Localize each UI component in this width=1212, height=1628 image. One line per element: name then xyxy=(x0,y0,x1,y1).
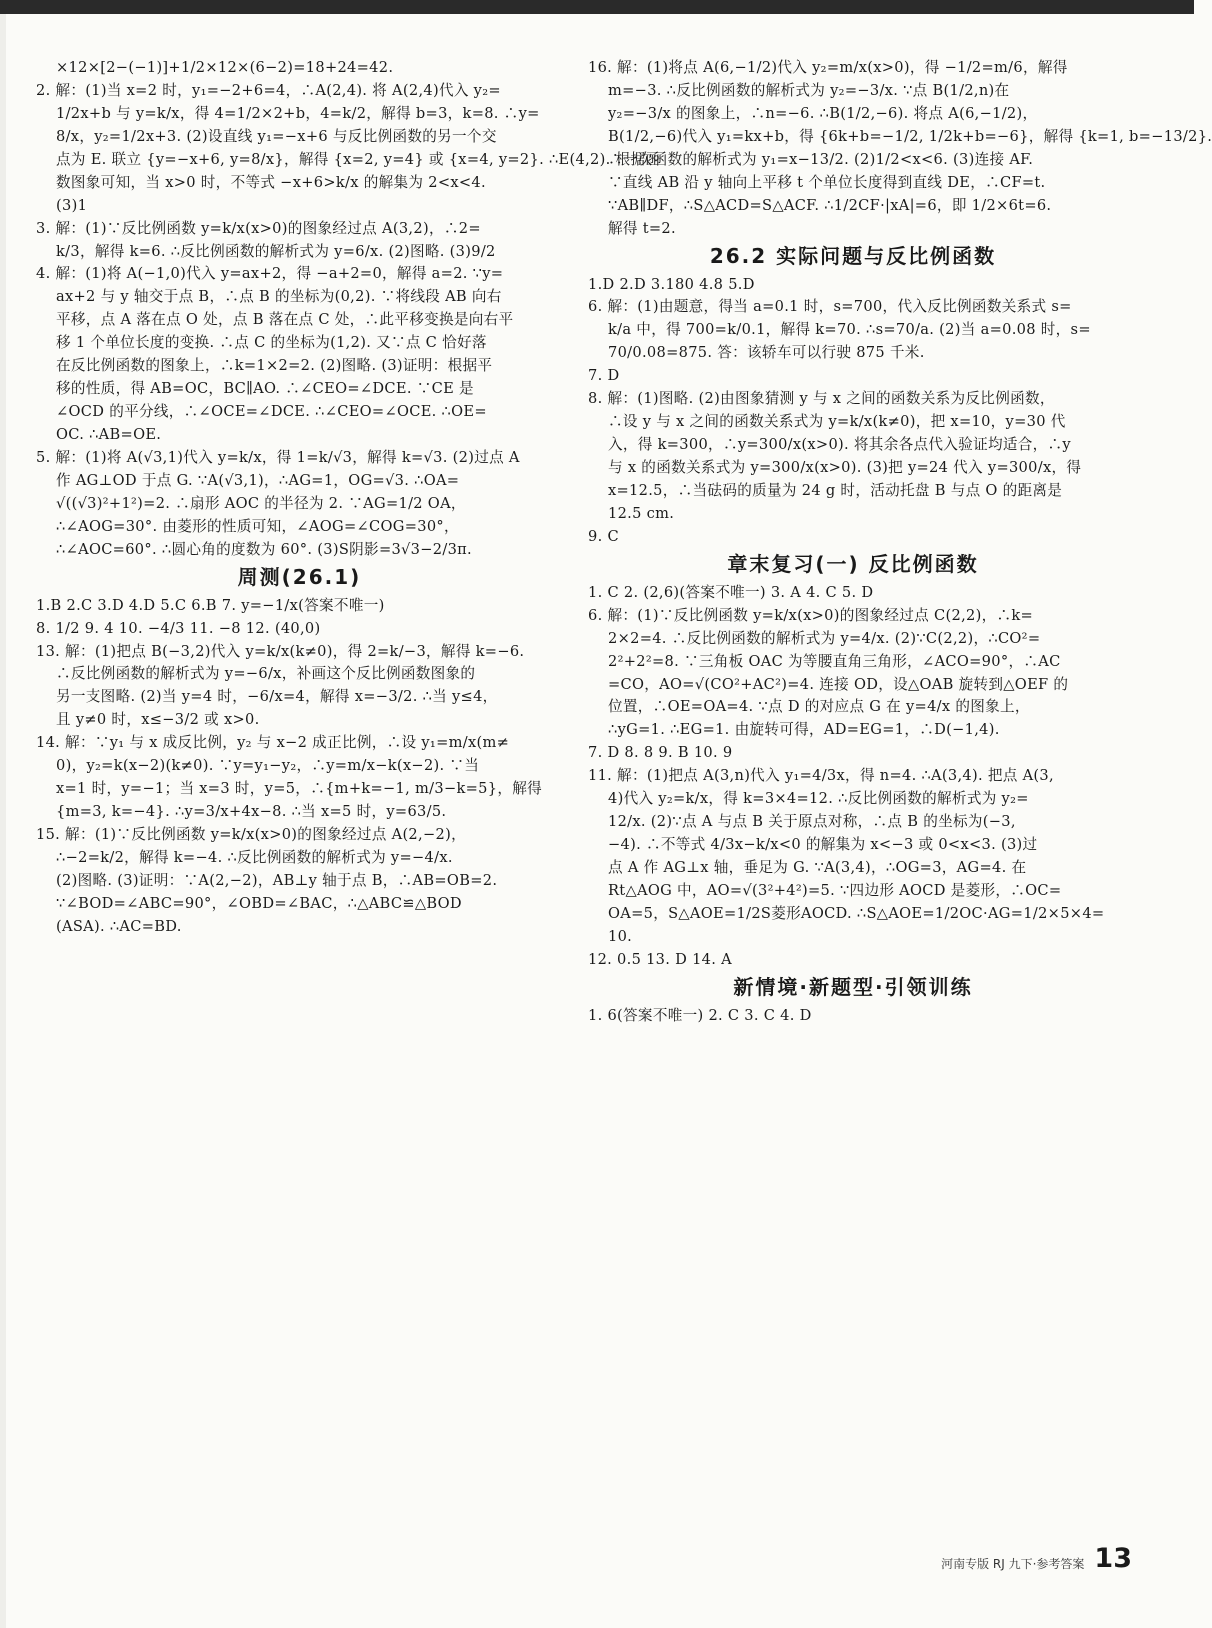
answer-line: ∵直线 AB 沿 y 轴向上平移 t 个单位长度得到直线 DE，∴CF=t. xyxy=(608,173,1046,191)
answer-line: 与 x 的函数关系式为 y=300/x(x>0). (3)把 y=24 代入 y=300/x，得 xyxy=(608,459,1082,476)
answer-line: m=−3. ∴反比例函数的解析式为 y₂=−3/x. ∵点 B(1/2,n)在 xyxy=(608,81,1010,99)
answer-line: 1. 6(答案不唯一) 2. C 3. C 4. D xyxy=(588,1006,812,1024)
answer-line: 13. 解：(1)把点 B(−3,2)代入 y=k/x(k≠0)，得 2=k/−3，解得 k=−6. xyxy=(36,642,525,660)
answer-line: ∴∠AOG=30°. 由菱形的性质可知，∠AOG=∠COG=30°， xyxy=(56,517,459,535)
answer-line: 16. 解：(1)将点 A(6,−1/2)代入 y₂=m/x(x>0)，得 −1/2=m/6，解得 xyxy=(588,59,1068,76)
answer-line: 1.B 2.C 3.D 4.D 5.C 6.B 7. y=−1/x(答案不唯一) xyxy=(36,596,385,614)
answer-line: 在反比例函数的图象上，∴k=1×2=2. (2)图略. (3)证明：根据平 xyxy=(56,357,493,375)
answer-line: 位置，∴OE=OA=4. ∵点 D 的对应点 G 在 y=4/x 的图象上， xyxy=(608,698,1030,716)
answer-line: 解得 t=2. xyxy=(608,219,676,237)
answer-line: 11. 解：(1)把点 A(3,n)代入 y₁=4/3x，得 n=4. ∴A(3,4). 把点 A(3, xyxy=(588,767,1054,785)
answer-line: 6. 解：(1)由题意，得当 a=0.1 时，s=700，代入反比例函数关系式 s= xyxy=(588,298,1072,316)
answer-line: k/3，解得 k=6. ∴反比例函数的解析式为 y=6/x. (2)图略. (3)9/2 xyxy=(56,242,496,260)
answer-line: 2²+2²=8. ∵三角板 OAC 为等腰直角三角形，∠ACO=90°，∴AC xyxy=(608,652,1061,670)
answer-line: 2. 解：(1)当 x=2 时，y₁=−2+6=4，∴A(2,4). 将 A(2,4)代入 y₂= xyxy=(36,81,501,99)
answer-line: ∵AB∥DF，∴S△ACD=S△ACF. ∴1/2CF·|xA|=6，即 1/2×6t=6. xyxy=(608,196,1052,214)
page-number: 13 xyxy=(1094,1543,1132,1574)
section-heading: 26.2 实际问题与反比例函数 xyxy=(709,243,997,268)
answer-line: 2×2=4. ∴反比例函数的解析式为 y=4/x. (2)∵C(2,2)，∴CO²= xyxy=(608,629,1041,647)
answer-line: (2)图略. (3)证明：∵A(2,−2)，AB⊥y 轴于点 B，∴AB=OB=2. xyxy=(56,871,498,889)
answer-line: 12. 0.5 13. D 14. A xyxy=(588,950,732,968)
answer-line: 10. xyxy=(608,927,633,945)
top-edge-bar xyxy=(0,0,1194,14)
answer-line: ∵∠BOD=∠ABC=90°，∠OBD=∠BAC，∴△ABC≌△BOD xyxy=(56,894,462,912)
answer-line: 作 AG⊥OD 于点 G. ∵A(√3,1)，∴AG=1，OG=√3. ∴OA= xyxy=(56,471,460,489)
answer-line: 点 A 作 AG⊥x 轴，垂足为 G. ∵A(3,4)，∴OG=3，AG=4. 在 xyxy=(608,859,1027,876)
page-footer xyxy=(941,1545,1132,1572)
footer-label: 河南专版 RJ 九下·参考答案 xyxy=(941,1557,1085,1571)
answer-line: 4)代入 y₂=k/x，得 k=3×4=12. ∴反比例函数的解析式为 y₂= xyxy=(608,790,1029,808)
answer-line: ∴−2=k/2，解得 k=−4. ∴反比例函数的解析式为 y=−4/x. xyxy=(56,848,453,866)
answer-line: 1/2x+b 与 y=k/x，得 4=1/2×2+b，4=k/2，解得 b=3，k=8. ∴y= xyxy=(56,104,540,122)
answer-line: 7. D 8. 8 9. B 10. 9 xyxy=(588,744,733,762)
answer-line: 平移，点 A 落在点 O 处，点 B 落在点 C 处，∴此平移变换是向右平 xyxy=(56,311,514,329)
answer-line: ∠OCD 的平分线，∴∠OCE=∠DCE. ∴∠CEO=∠OCE. ∴OE= xyxy=(56,403,487,421)
answer-line: 8. 1/2 9. 4 10. −4/3 11. −8 12. (40,0) xyxy=(36,619,321,637)
answer-line: 1.D 2.D 3.180 4.8 5.D xyxy=(588,275,755,293)
answer-line: ax+2 与 y 轴交于点 B，∴点 B 的坐标为(0,2). ∵将线段 AB 向右 xyxy=(56,288,502,306)
answer-line: 12.5 cm. xyxy=(608,504,675,522)
answer-line: B(1/2,−6)代入 y₁=kx+b，得 {6k+b=−1/2, 1/2k+b=−6}，解得 {k=1, b=−13/2}. xyxy=(608,127,1212,145)
answer-line: 9. C xyxy=(588,527,619,545)
section-heading: 周测(26.1) xyxy=(237,564,362,589)
answer-line: 数图象可知，当 x>0 时，不等式 −x+6>k/x 的解集为 2<x<4. xyxy=(56,173,486,191)
answer-line: ∴设 y 与 x 之间的函数关系式为 y=k/x(k≠0)，把 x=10，y=30 代 xyxy=(608,413,1066,431)
answer-line: 移的性质，得 AB=OC，BC∥AO. ∴∠CEO=∠DCE. ∵CE 是 xyxy=(56,380,474,398)
answer-line: ∴yG=1. ∴EG=1. 由旋转可得，AD=EG=1，∴D(−1,4). xyxy=(608,721,1000,739)
section-heading: 章末复习(一) 反比例函数 xyxy=(727,551,979,576)
answer-line: 点为 E. 联立 {y=−x+6, y=8/x}，解得 {x=2, y=4} 或 {x=4, y=2}. ∴E(4,2). 根据函 xyxy=(56,150,661,168)
answer-line: x=12.5，∴当砝码的质量为 24 g 时，活动托盘 B 与点 O 的距离是 xyxy=(608,481,1063,499)
right-column xyxy=(588,59,1212,1031)
answer-line: 0)，y₂=k(x−2)(k≠0). ∵y=y₁−y₂，∴y=m/x−k(x−2). ∵当 xyxy=(56,757,480,775)
answer-line: 5. 解：(1)将 A(√3,1)代入 y=k/x，得 1=k/√3，解得 k=√3. (2)过点 A xyxy=(36,448,520,466)
answer-line: 且 y≠0 时，x≤−3/2 或 x>0. xyxy=(56,711,260,729)
answer-line: Rt△AOG 中，AO=√(3²+4²)=5. ∵四边形 AOCD 是菱形，∴OC= xyxy=(608,881,1062,899)
answer-line: 14. 解：∵y₁ 与 x 成反比例，y₂ 与 x−2 成正比例，∴设 y₁=m/x(m≠ xyxy=(36,734,510,752)
answer-line: {m=3, k=−4}. ∴y=3/x+4x−8. ∴当 x=5 时，y=63/5. xyxy=(56,803,447,821)
answer-line: ∴一次函数的解析式为 y₁=x−13/2. (2)1/2<x<6. (3)连接 AF. xyxy=(608,150,1034,168)
answer-line: 70/0.08=875. 答：该轿车可以行驶 875 千米. xyxy=(608,344,925,362)
answer-line: 3. 解：(1)∵反比例函数 y=k/x(x>0)的图象经过点 A(3,2)，∴2= xyxy=(36,219,481,237)
answer-line: √((√3)²+1²)=2. ∴扇形 AOC 的半径为 2. ∵AG=1/2 OA， xyxy=(56,494,466,512)
answer-line: (ASA). ∴AC=BD. xyxy=(56,917,182,935)
answer-line: OC. ∴AB=OE. xyxy=(56,426,162,443)
answer-line: y₂=−3/x 的图象上，∴n=−6. ∴B(1/2,−6). 将点 A(6,−1/2)， xyxy=(608,104,1038,122)
answer-line: 6. 解：(1)∵反比例函数 y=k/x(x>0)的图象经过点 C(2,2)，∴k= xyxy=(588,606,1034,624)
section-heading: 新情境·新题型·引领训练 xyxy=(733,974,973,999)
answer-line: 12/x. (2)∵点 A 与点 B 关于原点对称，∴点 B 的坐标为(−3, xyxy=(608,813,1016,831)
answer-line: x=1 时，y=−1；当 x=3 时，y=5，∴{m+k=−1, m/3−k=5}，解得 xyxy=(56,780,543,798)
page-left-edge xyxy=(0,14,6,1628)
answer-line: 4. 解：(1)将 A(−1,0)代入 y=ax+2，得 −a+2=0，解得 a=2. ∵y= xyxy=(36,265,504,283)
answer-line: ∴反比例函数的解析式为 y=−6/x，补画这个反比例函数图象的 xyxy=(56,665,476,683)
answer-line: −4). ∴不等式 4/3x−k/x<0 的解集为 x<−3 或 0<x<3. (3)过 xyxy=(608,836,1038,854)
answer-line: (3)1 xyxy=(56,196,88,214)
answer-line: 移 1 个单位长度的变换. ∴点 C 的坐标为(1,2). 又∵点 C 恰好落 xyxy=(56,334,487,352)
answer-line: ∴∠AOC=60°. ∴圆心角的度数为 60°. (3)S阴影=3√3−2/3π. xyxy=(56,540,472,558)
answer-line: k/a 中，得 700=k/0.1，解得 k=70. ∴s=70/a. (2)当 a=0.08 时，s= xyxy=(608,321,1091,339)
answer-line: 另一支图略. (2)当 y=4 时，−6/x=4，解得 x=−3/2. ∴当 y≤4， xyxy=(56,688,498,706)
answer-line: 8. 解：(1)图略. (2)由图象猜测 y 与 x 之间的函数关系为反比例函数， xyxy=(588,390,1055,408)
answer-line: 7. D xyxy=(588,367,620,385)
answer-line: 入，得 k=300，∴y=300/x(x>0). 将其余各点代入验证均适合，∴y xyxy=(608,436,1071,454)
answer-line: OA=5，S△AOE=1/2S菱形AOCD. ∴S△AOE=1/2OC·AG=1/2×5×4= xyxy=(608,904,1105,922)
answer-line: =CO，AO=√(CO²+AC²)=4. 连接 OD，设△OAB 旋转到△OEF 的 xyxy=(608,675,1069,693)
answer-line: ×12×[2−(−1)]+1/2×12×(6−2)=18+24=42. xyxy=(56,59,394,76)
answer-line: 1. C 2. (2,6)(答案不唯一) 3. A 4. C 5. D xyxy=(588,583,874,601)
answer-line: 8/x，y₂=1/2x+3. (2)设直线 y₁=−x+6 与反比例函数的另一个交 xyxy=(56,127,497,145)
answer-line: 15. 解：(1)∵反比例函数 y=k/x(x>0)的图象经过点 A(2,−2)， xyxy=(36,826,466,843)
